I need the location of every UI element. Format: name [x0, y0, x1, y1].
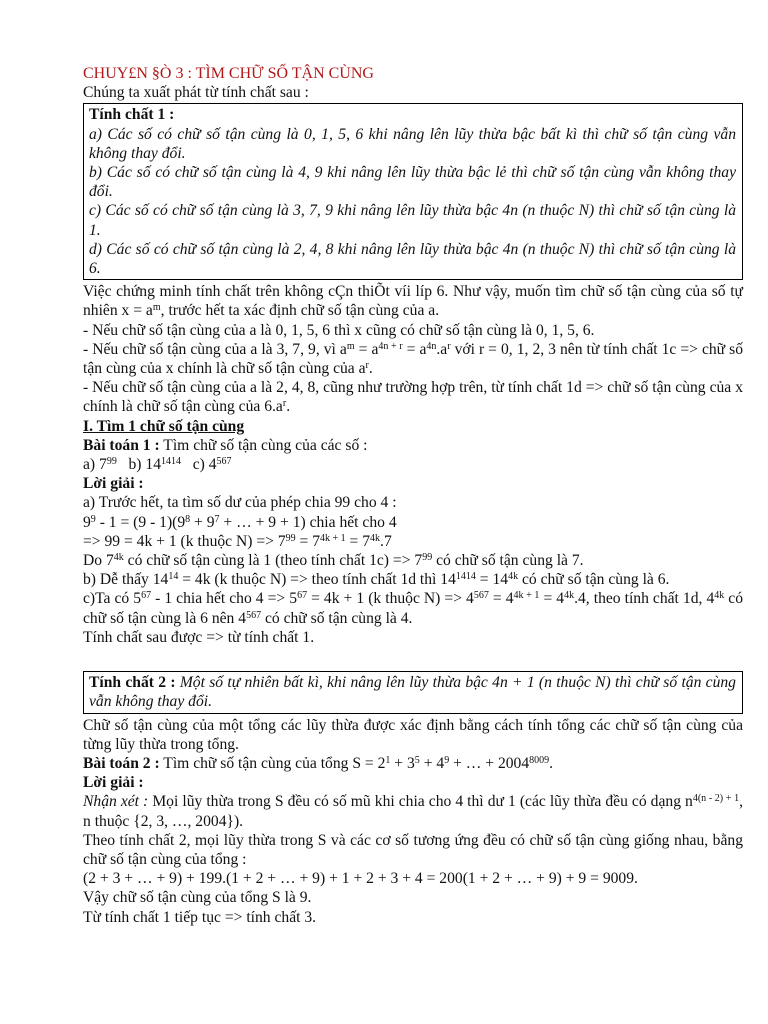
after-property-2: Chữ số tận cùng của một tổng các lũy thừa được xác định bằng cách tính tổng các chữ số tận cùng của từng lũy thừa trong tổng.: [83, 716, 743, 753]
solution-1-line-7: Tính chất sau được => từ tính chất 1.: [83, 628, 315, 646]
intro-text: Chúng ta xuất phát từ tính chất sau :: [83, 84, 309, 102]
problem-1-parts: a) $7^{99}$ b) $14^{1414}$ c) $4^{567}$: [83, 456, 232, 474]
solution-1-line-4: Do $7^{4k}$ có chữ số tận cùng là 1 (theo tính chất $1c) => 7^{99}$ có chữ số tận cùng là 7.: [83, 552, 584, 570]
solution-1-label: Lời giải :: [83, 475, 144, 493]
document-title: CHUY£N §Ò 3 : TÌM CHỮ SỐ TẬN CÙNG: [83, 65, 374, 82]
solution-2-remark: Nhận xét : Mọi lũy thừa trong S đều có số mũ khi chia cho 4 thì dư 1 (các lũy thừa đều có dạng $n^{4(n - 2) + 1}$, n thuộc {2, 3, …, 2004}).: [83, 793, 743, 830]
solution-2-label: Lời giải :: [83, 774, 144, 792]
property-2-box: [83, 671, 743, 713]
property-1-heading: Tính chất 1 :: [89, 106, 175, 124]
problem-1: Bài toán 1 : Tìm chữ số tận cùng của các số :: [83, 436, 368, 454]
proof-paragraph-1: Việc chứng minh tính chất trên không cÇn thiÕt víi líp 6. Như vậy, muốn tìm chữ số tận cùng của số tự nhiên $x = a^m$, trước hết ta xác định chữ số tận cùng của a.: [83, 283, 743, 320]
property-1d: d) Các số có chữ số tận cùng là 2, 4, 8 khi nâng lên lũy thừa bậc 4n (n thuộc N) thì chữ số tận cùng là 6.: [89, 240, 736, 278]
proof-paragraph-4: - Nếu chữ số tận cùng của a là 2, 4, 8, cũng như trường hợp trên, từ tính chất 1d => chữ số tận cùng của x chính là chữ số tận cùng của $6.a^r$.: [83, 379, 743, 416]
solution-2-line-5: Từ tính chất 1 tiếp tục => tính chất 3.: [83, 908, 317, 926]
document-page: [83, 64, 743, 927]
solution-2-line-2: Theo tính chất 2, mọi lũy thừa trong S và các cơ số tương ứng đều có chữ số tận cùng giống nhau, bằng chữ số tận cùng của tổng :: [83, 831, 743, 868]
solution-1-line-2: $9^9 - 1 = (9 - 1)(9^8 + 9^7$ + … + 9 + 1) chia hết cho 4: [83, 513, 397, 531]
property-2-text: Tính chất 2 : Một số tự nhiên bất kì, khi nâng lên lũy thừa bậc 4n + 1 (n thuộc N) thì chữ số tận cùng vẫn không thay đổi.: [89, 674, 736, 711]
proof-paragraph-3: - Nếu chữ số tận cùng của a là 3, 7, 9, vì $a^m = a^{4n + r} = a^{4n}.a^r$ với r = 0, 1, 2, 3 nên từ tính chất 1c => chữ số tận cùng của x chính là chữ số tận cùng của $a^r$.: [83, 340, 744, 378]
solution-1-line-6: c)Ta có $5^{67} - 1$ chia hết cho $4 => 5^{67} = 4k + 1$ (k thuộc $N) => 4^{567} = 4^{4k + 1} = 4^{4k}.4$, theo tính chất 1d, $4^{4k}$ có chữ số tận cùng là 6 nên $4^{567}$ có chữ số tận cùng là 4.: [83, 590, 744, 627]
problem-2: Bài toán 2 : Tìm chữ số tận cùng của tổng $S = 2^1 + 3^5 + 4^9$ + … + $2004^{8009}$.: [83, 754, 554, 772]
property-1b: b) Các số có chữ số tận cùng là 4, 9 khi nâng lên lũy thừa bậc lẻ thì chữ số tận cùng vẫn không thay đổi.: [89, 164, 736, 201]
solution-1-line-1: a) Trước hết, ta tìm số dư của phép chia 99 cho 4 :: [83, 494, 397, 512]
spacer: [83, 647, 743, 670]
proof-paragraph-2: - Nếu chữ số tận cùng của a là 0, 1, 5, 6 thì x cũng có chữ số tận cùng là 0, 1, 5, 6.: [83, 321, 595, 339]
solution-1-line-5: b) Dễ thấy $14^{14} = 4k$ (k thuộc N) => theo tính chất 1d thì $14^{1414} = 14^{4k}$ có chữ số tận cùng là 6.: [83, 571, 670, 589]
property-1-box: [83, 103, 743, 280]
property-1a: a) Các số có chữ số tận cùng là 0, 1, 5, 6 khi nâng lên lũy thừa bậc bất kì thì chữ số tận cùng vẫn không thay đổi.: [89, 125, 736, 162]
solution-1-line-3: => 99 = 4k + 1 (k thuộc $N) => 7^{99} = 7^{4k + 1} = 7^{4k}.7$: [83, 532, 392, 550]
section-1-heading: I. Tìm 1 chữ số tận cùng: [83, 417, 245, 435]
property-1c: c) Các số có chữ số tận cùng là 3, 7, 9 khi nâng lên lũy thừa bậc 4n (n thuộc N) thì chữ số tận cùng là 1.: [89, 202, 736, 239]
solution-2-line-4: Vậy chữ số tận cùng của tổng S là 9.: [83, 889, 312, 907]
solution-2-line-3: (2 + 3 + … + 9) + 199.(1 + 2 + … + 9) + 1 + 2 + 3 + 4 = 200(1 + 2 + … + 9) + 9 = 9009.: [83, 870, 638, 888]
